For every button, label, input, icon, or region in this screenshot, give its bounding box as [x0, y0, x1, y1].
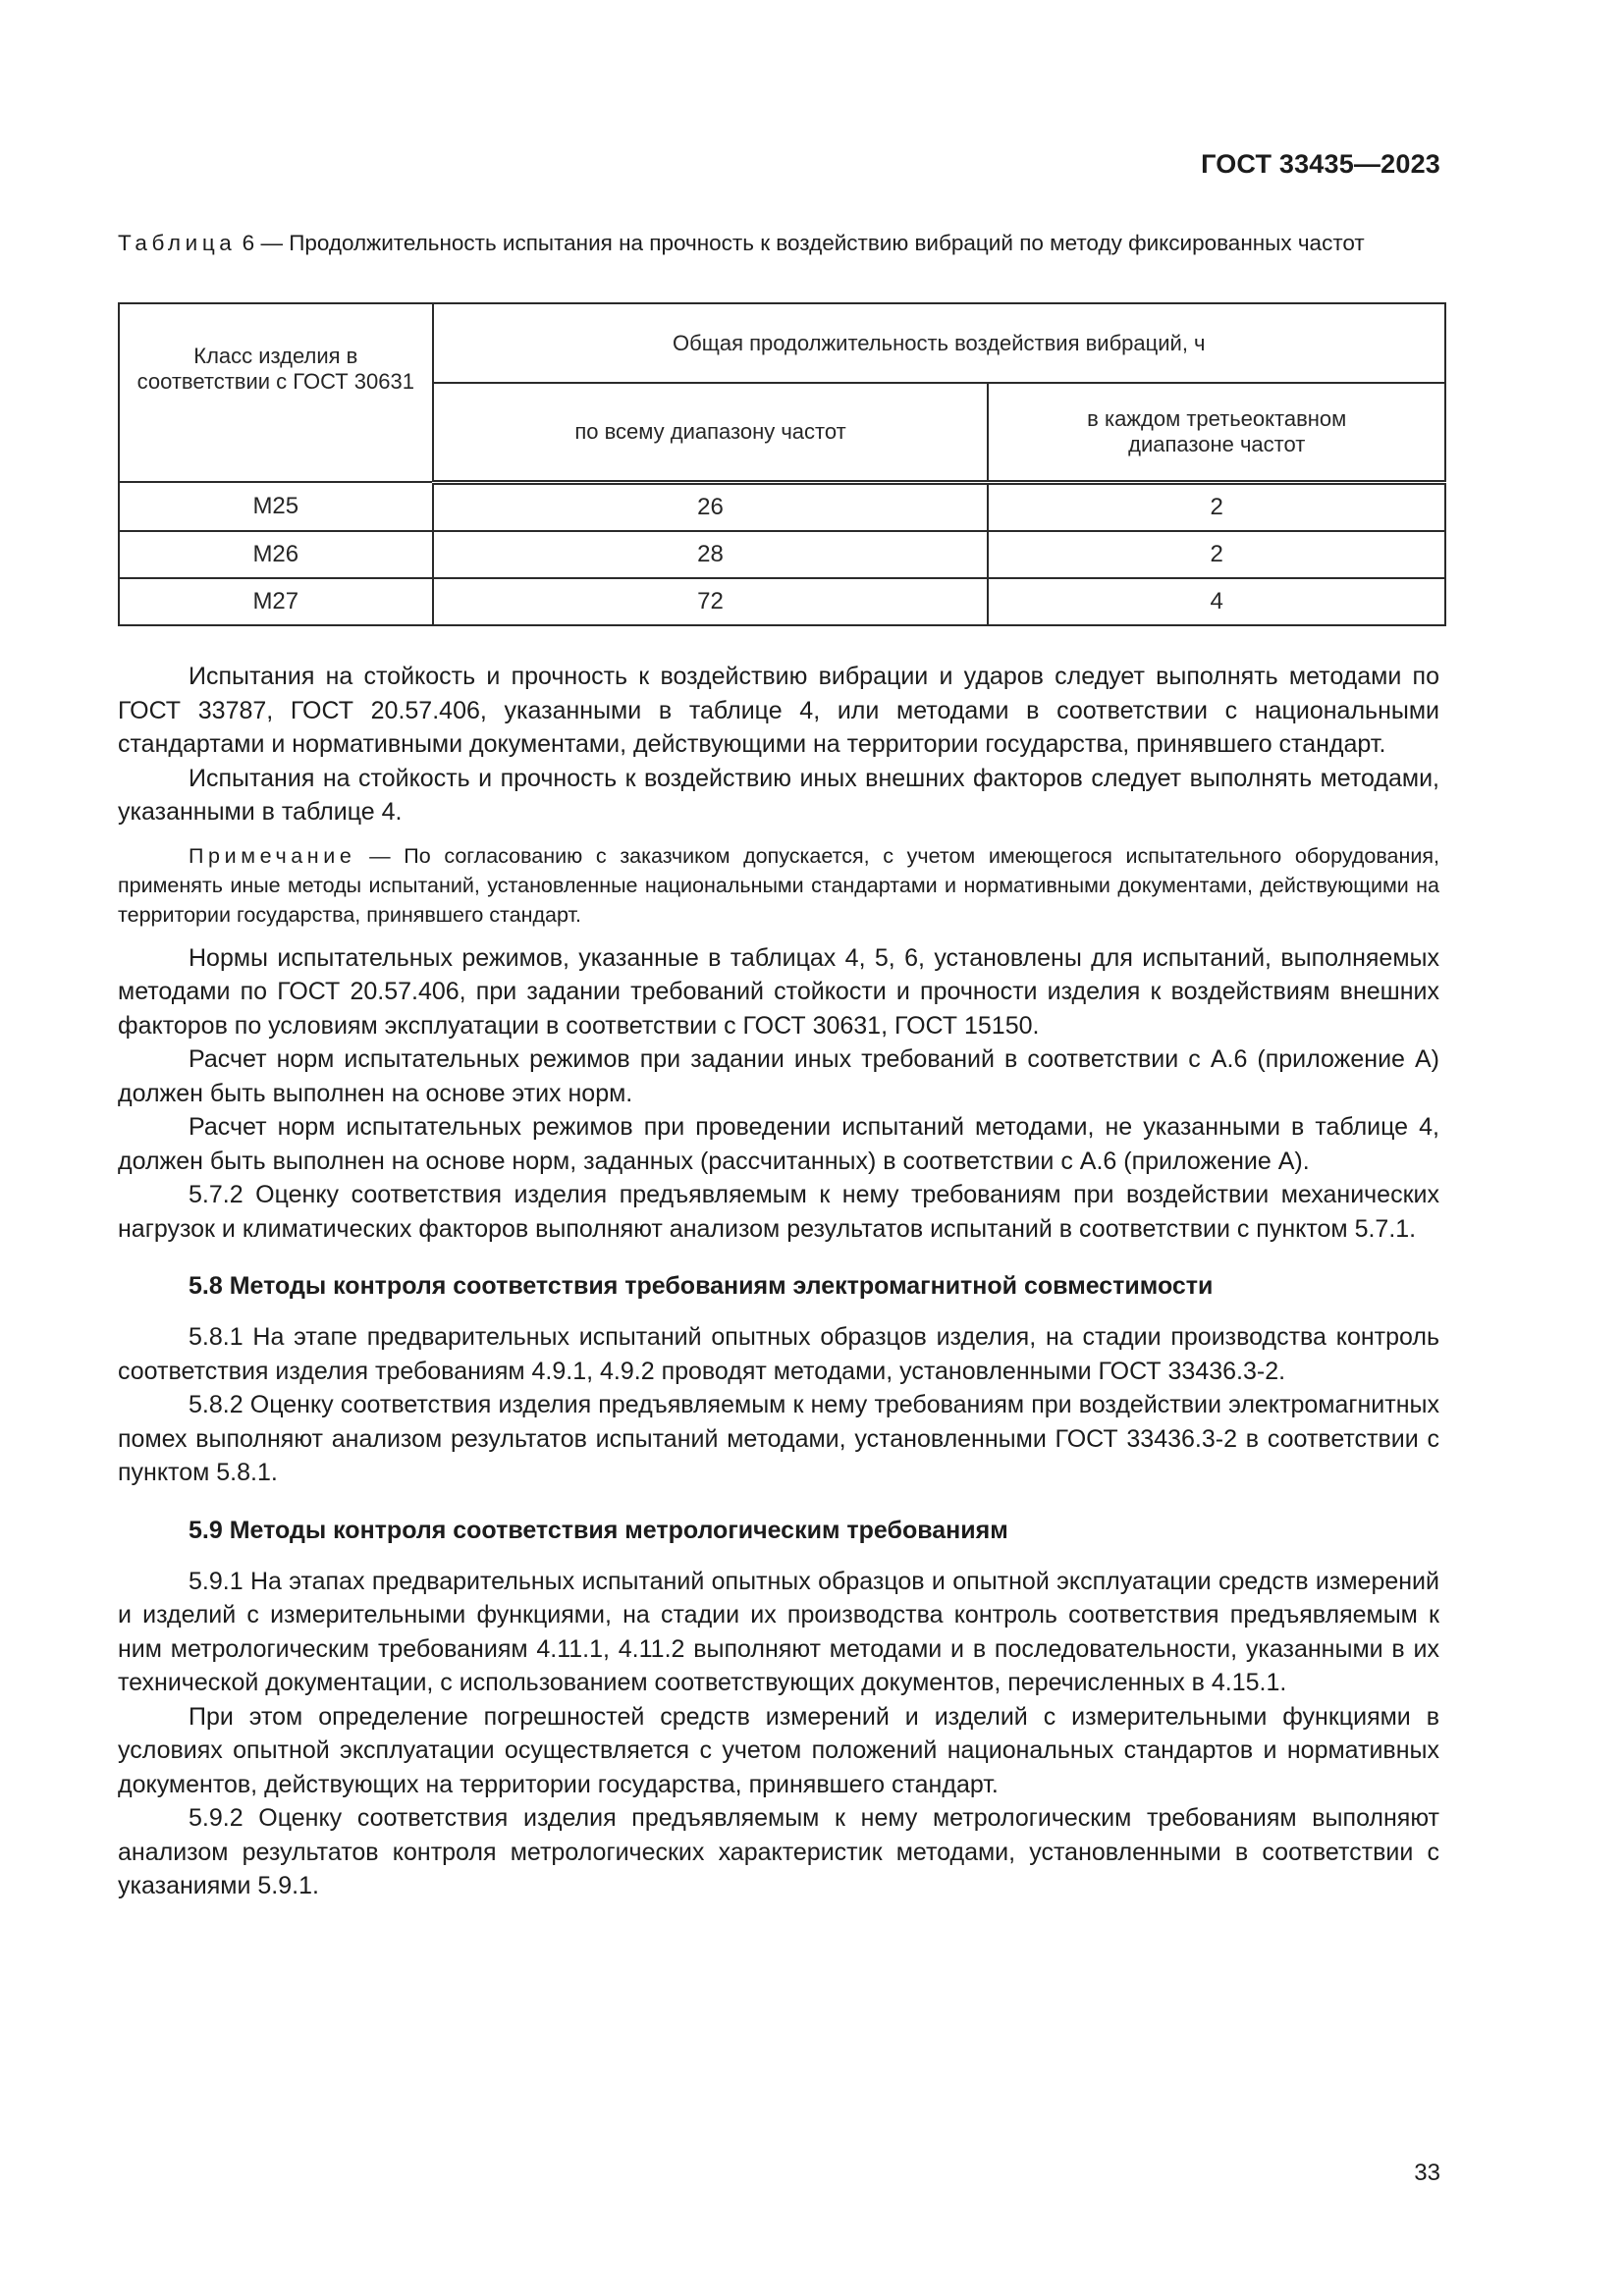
paragraph: Нормы испытательных режимов, указанные в таблицах 4, 5, 6, установлены для испытаний, выполняемых методами по ГОСТ 20.57.406, при задании требований стойкости и прочности изделия к воздействиям внешних факторов по условиям эксплуатации в соответствии с ГОСТ 30631, ГОСТ 15150. [118, 943, 1439, 1040]
vibration-duration-table [118, 302, 1446, 626]
paragraph: Расчет норм испытательных режимов при проведении испытаний методами, не указанными в таблице 4, должен быть выполнен на основе норм, заданных (рассчитанных) в соответствии с А.6 (приложение А). [118, 1113, 1439, 1175]
paragraph: 5.7.2 Оценку соответствия изделия предъявляемым к нему требованиям при воздействии механических нагрузок и климатических факторов выполняют анализом результатов испытаний в соответствии с пунктом 5.7.1. [118, 1181, 1439, 1243]
page-number: 33 [1414, 2160, 1440, 2186]
paragraph: 5.8.2 Оценку соответствия изделия предъявляемым к нему требованиям при воздействии электромагнитных помех выполняют анализом результатов испытаний методами, установленными ГОСТ 33436.3-2 в соответствии с пунктом 5.8.1. [118, 1391, 1439, 1486]
table-row [119, 578, 1445, 625]
body-text [118, 660, 1439, 1903]
section-heading-5-9: 5.9 Методы контроля соответствия метрологическим требованиям [189, 1516, 1008, 1544]
paragraph: Испытания на стойкость и прочность к воздействию вибрации и ударов следует выполнять методами по ГОСТ 33787, ГОСТ 20.57.406, указанными в таблице 4, или методами в соответствии с национальными стандартами и нормативными документами, действующими на территории государства, принявшего стандарт. [118, 663, 1439, 758]
header-full-range: по всему диапазону частот [433, 383, 989, 482]
paragraph: 5.9.2 Оценку соответствия изделия предъявляемым к нему метрологическим требованиям выполняют анализом результатов контроля метрологических характеристик методами, установленными в соответствии с указаниями 5.9.1. [118, 1804, 1439, 1899]
note [118, 841, 1439, 930]
section-heading-5-8: 5.8 Методы контроля соответствия требованиям электромагнитной совместимости [189, 1272, 1214, 1300]
paragraph: 5.8.1 На этапе предварительных испытаний опытных образцов изделия, на стадии производства контроль соответствия изделия требованиям 4.9.1, 4.9.2 проводят методами, установленными ГОСТ 33436.3-2. [118, 1323, 1439, 1385]
header-product-class: Класс изделия в соответствии с ГОСТ 30631 [119, 303, 433, 482]
cell-full: 28 [433, 531, 989, 578]
cell-class: М25 [119, 482, 433, 531]
header-total-duration: Общая продолжительность воздействия вибраций, ч [433, 303, 1445, 383]
cell-third: 2 [988, 531, 1445, 578]
cell-third: 4 [988, 578, 1445, 625]
table-caption-label: Таблица [118, 231, 237, 255]
paragraph: Расчет норм испытательных режимов при задании иных требований в соответствии с А.6 (приложение А) должен быть выполнен на основе этих норм. [118, 1045, 1439, 1107]
table-caption [118, 228, 1439, 258]
cell-full: 72 [433, 578, 989, 625]
table-row [119, 482, 1445, 531]
cell-third: 2 [988, 482, 1445, 531]
paragraph: 5.9.1 На этапах предварительных испытаний опытных образцов и опытной эксплуатации средств измерений и изделий с измерительными функциями, на стадии их производства контроль соответствия предъявляемым к ним метрологическим требованиям 4.11.1, 4.11.2 выполняют методами и в последовательности, указанными в их технической документации, с использованием соответствующих документов, перечисленных в 4.15.1. [118, 1567, 1439, 1696]
document-code: ГОСТ 33435—2023 [1201, 149, 1440, 179]
cell-class: М26 [119, 531, 433, 578]
table-row [119, 531, 1445, 578]
note-label: Примечание [189, 843, 356, 868]
note-text: — По согласованию с заказчиком допускается, с учетом имеющегося испытательного оборудования, применять иные методы испытаний, установленные национальными стандартами и нормативными документами, действующими на территории государства, принявшего стандарт. [118, 843, 1439, 927]
table-caption-text: 6 — Продолжительность испытания на прочность к воздействию вибраций по методу фиксированных частот [236, 231, 1365, 255]
paragraph: Испытания на стойкость и прочность к воздействию иных внешних факторов следует выполнять методами, указанными в таблице 4. [118, 764, 1439, 826]
paragraph: При этом определение погрешностей средств измерений и изделий с измерительными функциями в условиях опытной эксплуатации осуществляется с учетом положений национальных стандартов и нормативных документов, действующих на территории государства, принявшего стандарт. [118, 1702, 1439, 1798]
cell-class: М27 [119, 578, 433, 625]
cell-full: 26 [433, 482, 989, 531]
header-third-octave: в каждом третьеоктавном диапазоне частот [988, 383, 1445, 482]
